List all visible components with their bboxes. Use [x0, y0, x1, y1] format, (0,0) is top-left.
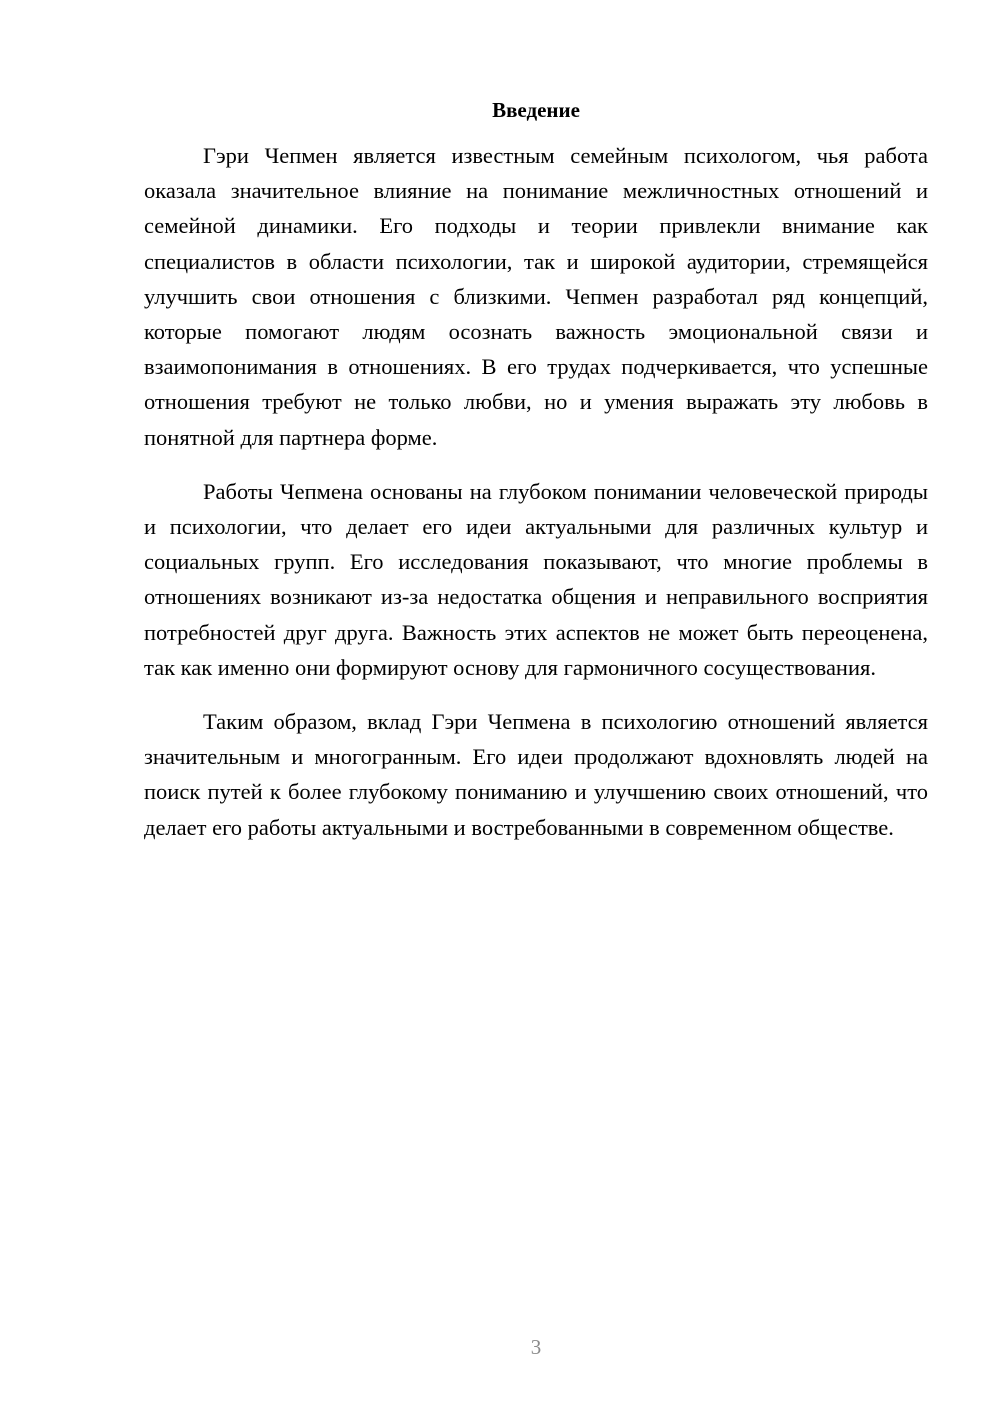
page-content [144, 94, 928, 864]
section-heading: Введение [492, 98, 580, 122]
paragraph-1: Гэри Чепмен является известным семейным психологом, чья работа оказала значительное влияние на понимание межличностных отношений и семейной динамики. Его подходы и теории привлекли внимание как специалистов в области психологии, так и широкой аудитории, стремящейся улучшить свои отношения с близкими. Чепмен разработал ряд концепций, которые помогают людям осознать важность эмоциональной связи и взаимопонимания в отношениях. В его трудах подчеркивается, что успешные отношения требуют не только любви, но и умения выражать эту любовь в понятной для партнера форме. [144, 143, 928, 450]
paragraph-3: Таким образом, вклад Гэри Чепмена в психологию отношений является значительным и многогранным. Его идеи продолжают вдохновлять людей на поиск путей к более глубокому пониманию и улучшению своих отношений, что делает его работы актуальными и востребованными в современном обществе. [144, 709, 928, 840]
page-number: 3 [530, 1335, 542, 1359]
paragraph-2: Работы Чепмена основаны на глубоком понимании человеческой природы и психологии, что делает его идеи актуальными для различных культур и социальных групп. Его исследования показывают, что многие проблемы в отношениях возникают из-за недостатка общения и неправильного восприятия потребностей друг друга. Важность этих аспектов не может быть переоценена, так как именно они формируют основу для гармоничного сосуществования. [144, 478, 928, 680]
